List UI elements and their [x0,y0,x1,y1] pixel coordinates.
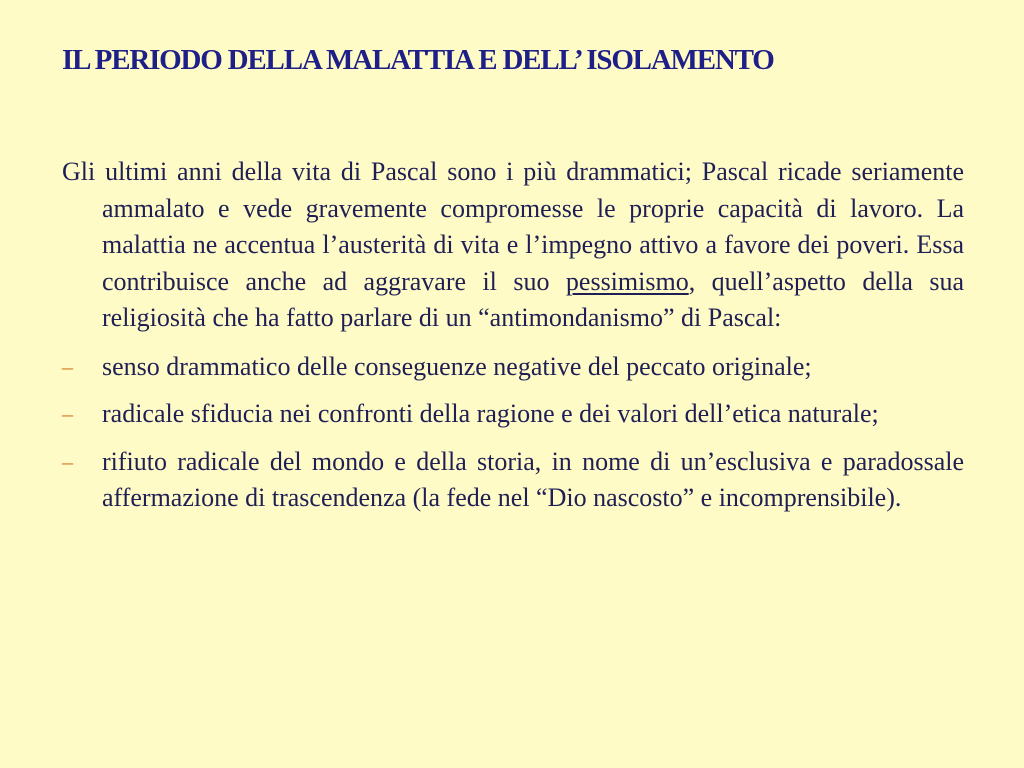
bullet-item-3 [62,444,964,517]
bullet-item-2 [62,396,964,433]
bullet-text-1: senso drammatico delle conseguenze negative del peccato originale; [102,351,812,381]
bullet-item-1 [62,349,964,386]
slide-body [62,154,964,528]
pessimismo-link[interactable]: pessimismo [565,266,689,296]
slide-title: IL PERIODO DELLA MALATTIA E DELL’ ISOLAMENTO [62,44,774,76]
bullet-text-2: radicale sfiducia nei confronti della ragione e dei valori dell’etica naturale; [102,399,879,428]
dash-bullet-icon: – [62,448,73,474]
intro-text-after: , quell’aspetto della sua religiosità che ha fatto parlare di un “antimondanismo” di Pascal: [102,266,964,332]
bullet-text-3: rifiuto radicale del mondo e della storia, in nome di un’esclusiva e paradossale affermazione di trascendenza (la fede nel “Dio nascosto” e incomprensibile). [102,446,964,512]
dash-bullet-icon: – [62,401,73,426]
intro-text-before: Gli ultimi anni della vita di Pascal sono i più drammatici; Pascal ricade seriamente ammalato e vede gravemente compromesse le proprie capacità di lavoro. La malattia ne accentua l’austerità di vita e l’impegno attivo a favore dei poveri. Essa contribuisce anche ad aggravare il suo [62,157,964,296]
intro-paragraph [62,154,964,337]
dash-bullet-icon: – [62,353,73,379]
